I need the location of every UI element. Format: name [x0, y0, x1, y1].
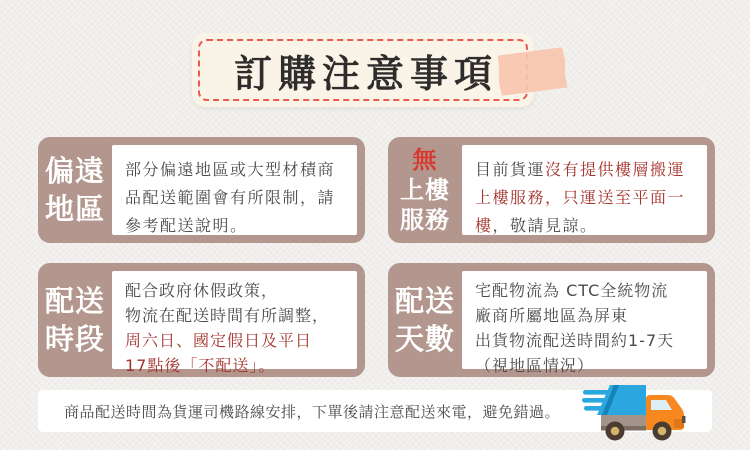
- footer-note-text: 商品配送時間為貨運司機路線安排，下單後請注意配送來電，避免錯過。: [64, 402, 561, 421]
- delivery-schedule-text: [112, 271, 357, 378]
- text-segment: 目前貨運: [475, 160, 546, 179]
- title-banner: [192, 33, 534, 107]
- label-line: 配送: [44, 284, 105, 318]
- label-line: 無: [412, 146, 438, 174]
- text-line-red: 周六日、國定假日及平日: [125, 331, 313, 350]
- text-line: 宅配物流為 CTC全統物流: [475, 281, 669, 300]
- text-segment-red: 沒有提供樓層搬運上樓服務，只運送至平面一樓: [475, 160, 686, 235]
- text-line: （視地區情況）: [475, 356, 595, 375]
- no-upstairs-box: [388, 137, 715, 243]
- label-line: 服務: [400, 206, 450, 234]
- no-upstairs-text: [462, 145, 707, 240]
- delivery-truck-icon: [582, 383, 706, 444]
- no-upstairs-panel: [462, 145, 707, 235]
- remote-area-label: [38, 137, 112, 243]
- washi-tape-decoration: [496, 47, 567, 96]
- label-line: 偏遠: [44, 154, 105, 188]
- text-line: 物流在配送時間有所調整，: [125, 306, 330, 325]
- label-line: 地區: [44, 192, 105, 226]
- remote-area-box: [38, 137, 365, 243]
- text-line-red: 17點後「不配送」。: [125, 356, 276, 375]
- text-line: 配合政府休假政策，: [125, 281, 279, 300]
- delivery-schedule-label: [38, 263, 112, 377]
- page-title: 訂購注意事項: [233, 51, 498, 96]
- delivery-days-panel: [462, 271, 707, 375]
- remote-area-panel: [112, 145, 357, 235]
- text-line: 廠商所屬地區為屏東: [475, 306, 629, 325]
- label-line: 天數: [394, 322, 455, 356]
- label-line: 時段: [44, 322, 105, 356]
- delivery-schedule-box: [38, 263, 365, 377]
- no-upstairs-label: [388, 137, 462, 243]
- label-line: 配送: [394, 284, 455, 318]
- label-line: 上樓: [400, 176, 450, 204]
- delivery-days-label: [388, 263, 462, 377]
- text-segment: ，敬請見諒。: [492, 216, 598, 235]
- delivery-days-box: [388, 263, 715, 377]
- remote-area-text: 部分偏遠地區或大型材積商品配送範圍會有所限制，請參考配送說明。: [125, 160, 336, 235]
- text-line: 出貨物流配送時間約1-7天: [475, 331, 675, 350]
- delivery-days-text: [462, 271, 707, 378]
- delivery-schedule-panel: [112, 271, 357, 375]
